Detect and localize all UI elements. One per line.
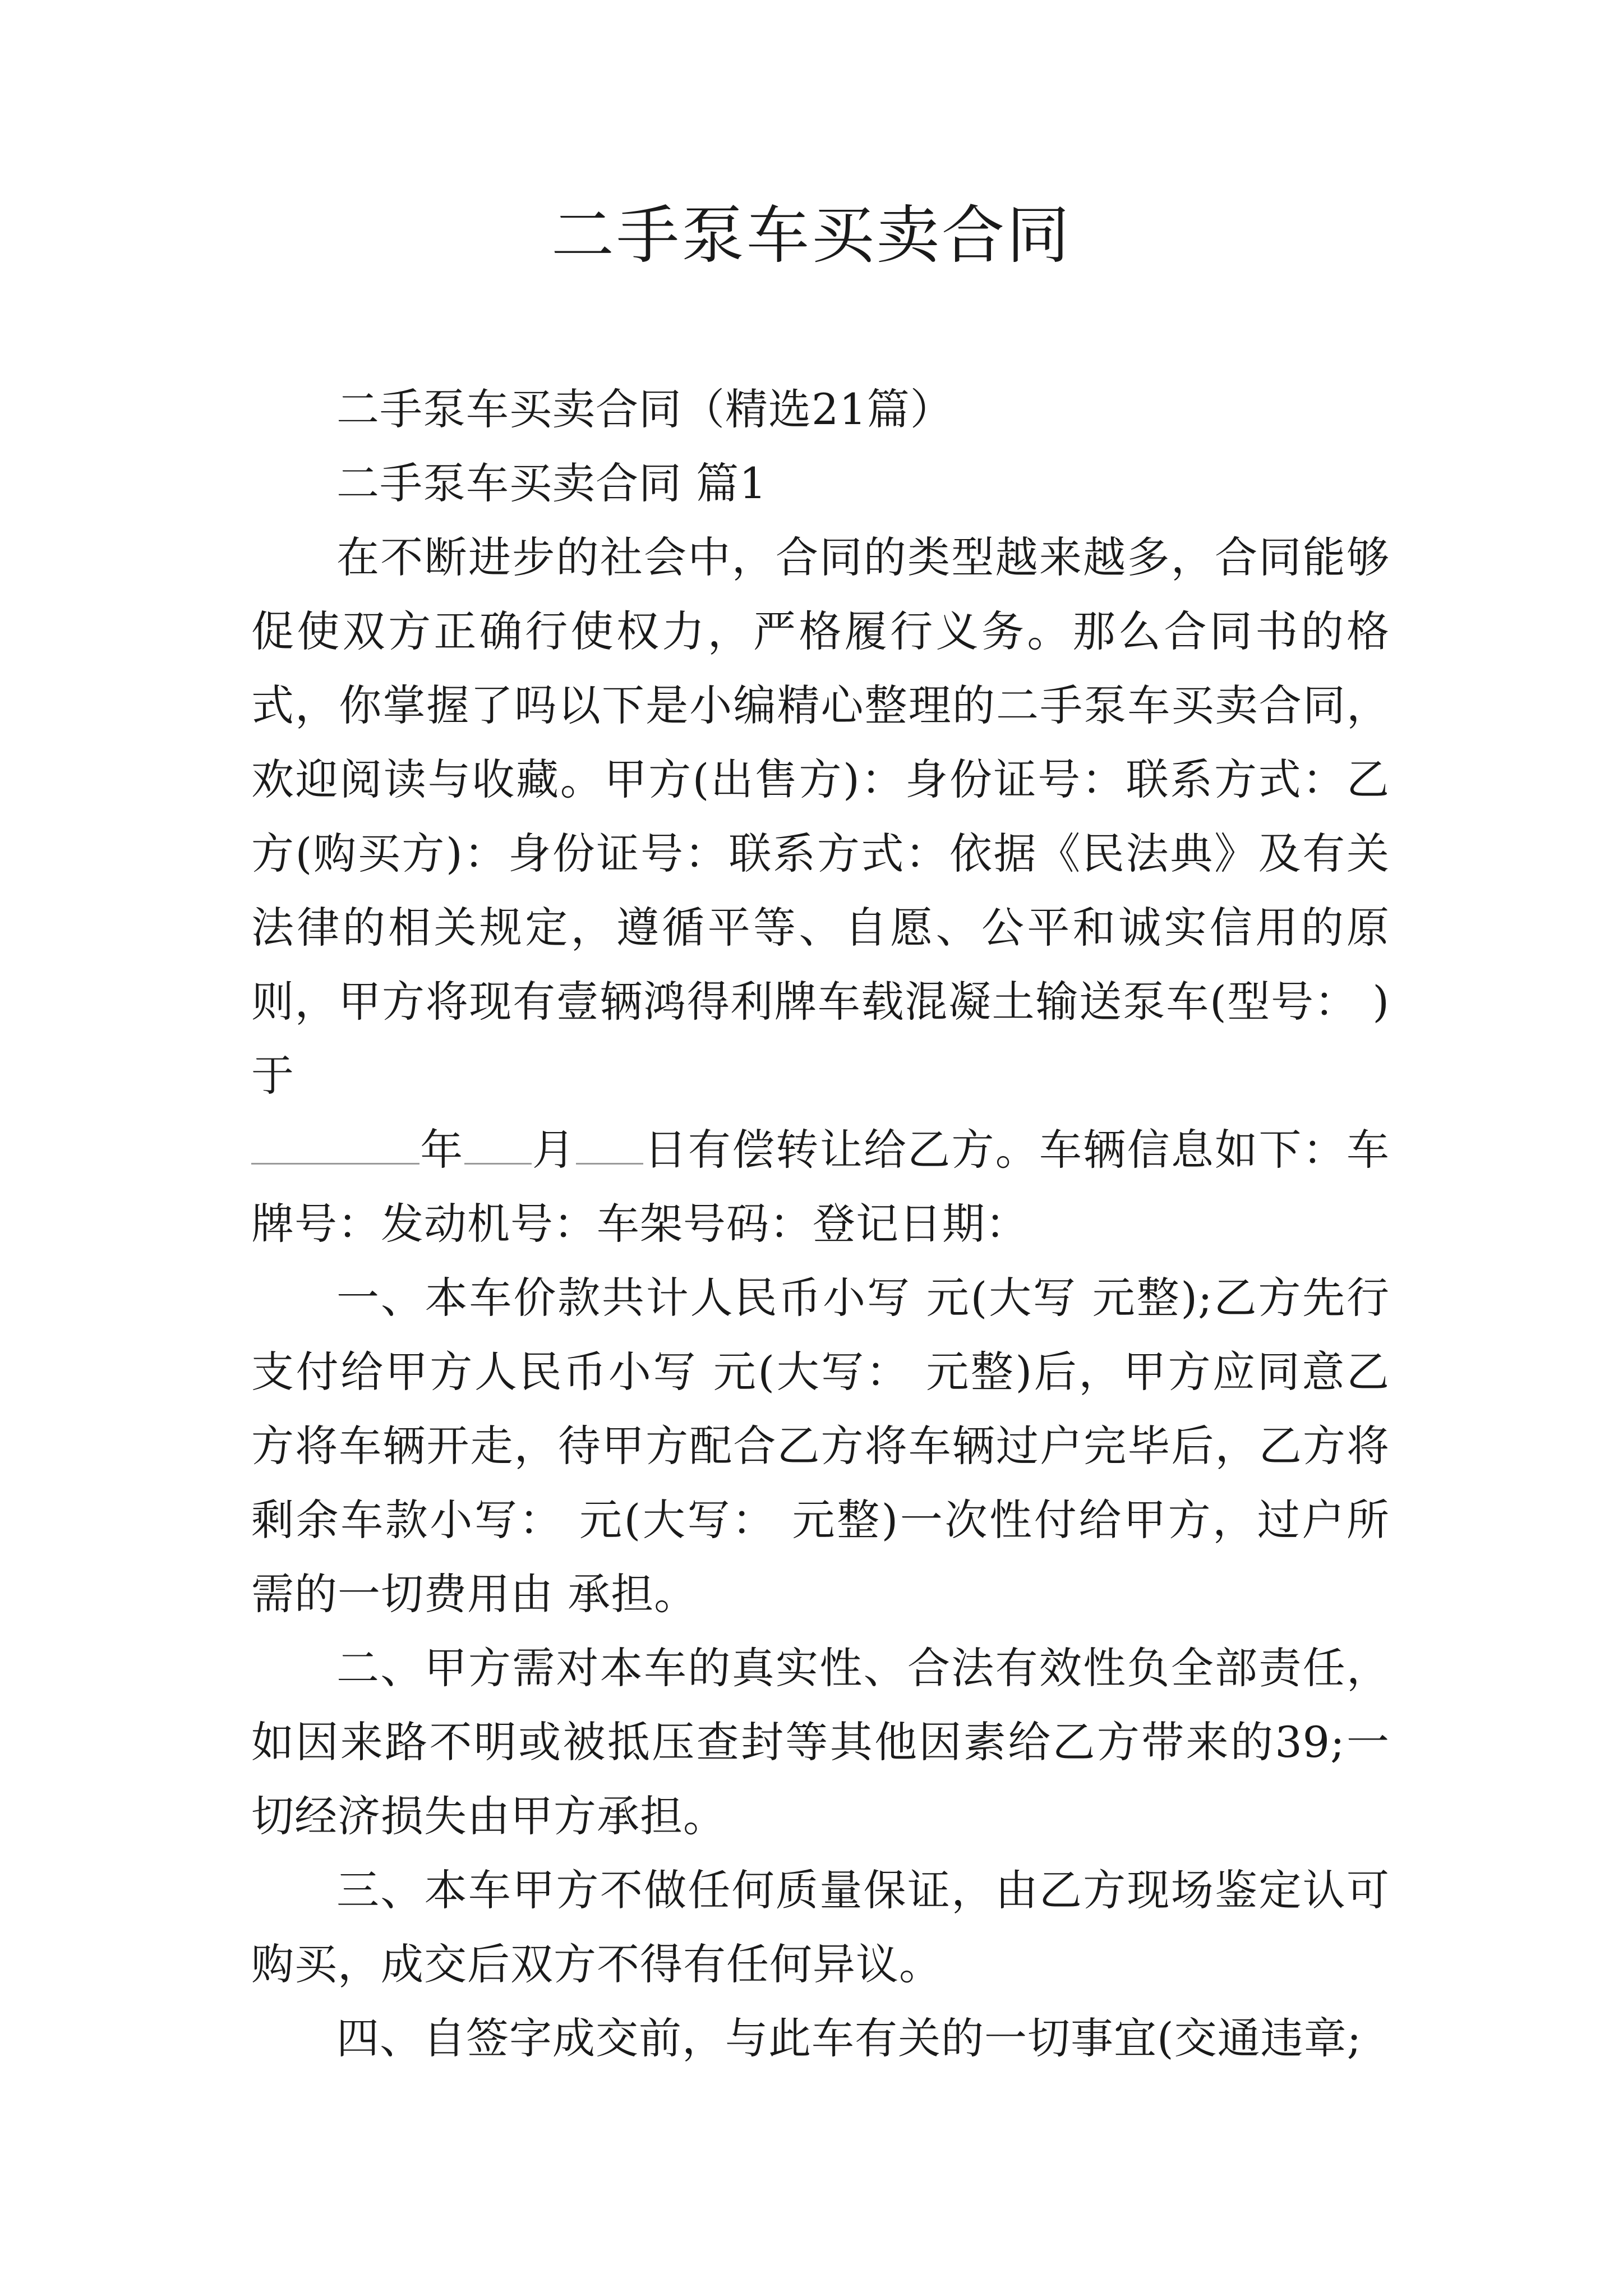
intro-paragraph [251, 521, 1390, 1261]
clause-2: 二、甲方需对本车的真实性、合法有效性负全部责任，如因来路不明或被抵压查封等其他因素给乙方带来的39;一切经济损失由甲方承担。 [251, 1643, 1390, 1841]
date-year-label: 年 [419, 1125, 464, 1175]
blank-month-field [464, 1125, 532, 1165]
section-heading: 二手泵车买卖合同 篇1 [336, 458, 767, 508]
document-body [251, 372, 1390, 2076]
document-subtitle: 二手泵车买卖合同（精选21篇） [336, 384, 953, 434]
blank-year-field [251, 1125, 419, 1165]
blank-day-field [576, 1125, 643, 1165]
date-month-label: 月 [531, 1125, 577, 1175]
clause-3: 三、本车甲方不做任何质量保证，由乙方现场鉴定认可购买，成交后双方不得有任何异议。 [251, 1865, 1390, 1989]
document-title: 二手泵车买卖合同 [551, 199, 1072, 272]
clause-4: 四、自签字成交前，与此车有关的一切事宜(交通违章; [336, 2013, 1362, 2063]
intro-text-part1: 在不断进步的社会中，合同的类型越来越多，合同能够促使双方正确行使权力，严格履行义务。那么合同书的格式，你掌握了吗以下是小编精心整理的二手泵车买卖合同，欢迎阅读与收藏。甲方(出售方)：身份证号：联系方式：乙方(购买方)：身份证号：联系方式：依据《民法典》及有关法律的相关规定，遵循平等、自愿、公平和诚实信用的原则，甲方将现有壹辆鸿得利牌车载混凝土输送泵车(型号： )于 [251, 532, 1390, 1101]
intro-text-part2: 日有偿转让给乙方。车辆信息如下：车牌号：发动机号：车架号码：登记日期： [251, 1125, 1390, 1249]
clause-1: 一、本车价款共计人民币小写 元(大写 元整);乙方先行支付给甲方人民币小写 元(大写： 元整)后，甲方应同意乙方将车辆开走，待甲方配合乙方将车辆过户完毕后，乙方将剩余车款小写： 元(大写： 元整)一次性付给甲方，过户所需的一切费用由 承担。 [251, 1273, 1390, 1619]
